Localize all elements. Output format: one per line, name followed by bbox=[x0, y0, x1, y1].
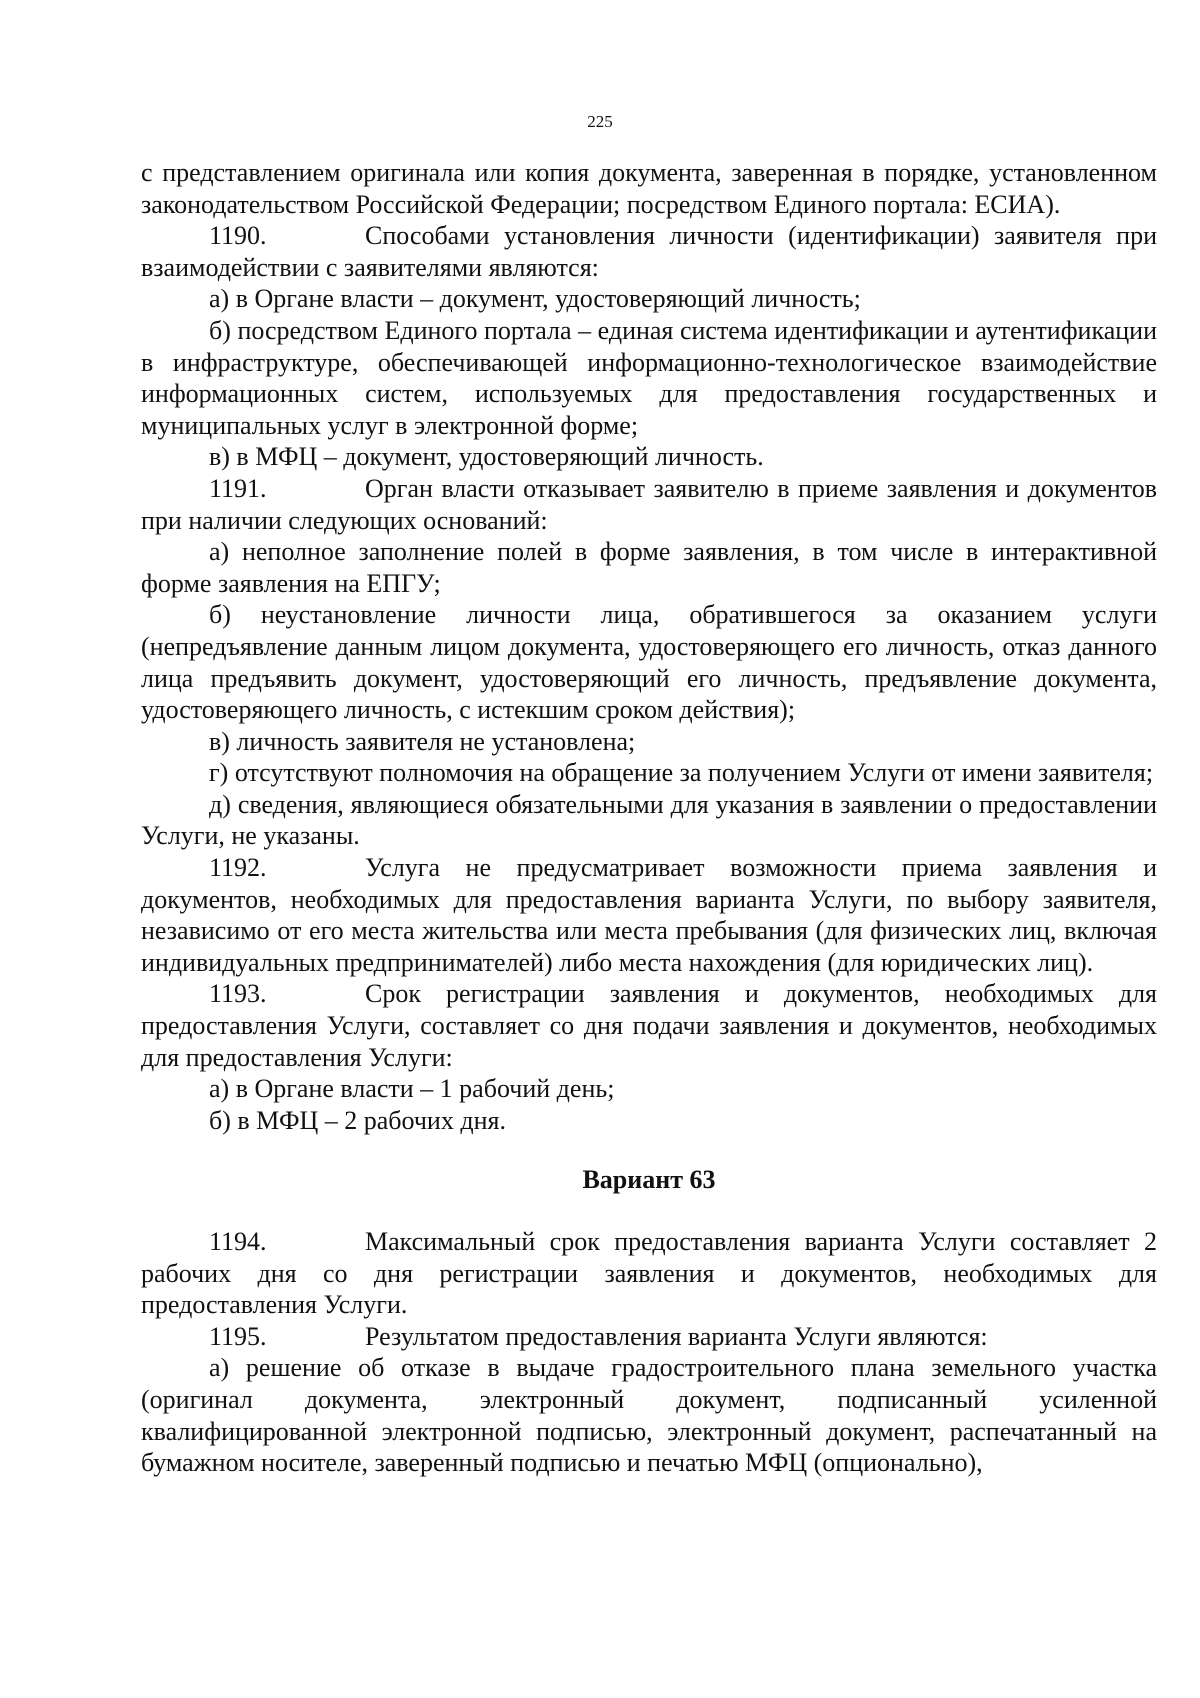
paragraph bbox=[141, 220, 1157, 283]
paragraphs-after bbox=[141, 1226, 1157, 1479]
section-heading: Вариант 63 bbox=[582, 1165, 716, 1195]
paragraph-text: г) отсутствуют полномочия на обращение за получением Услуги от имени заявителя; bbox=[209, 758, 1154, 788]
paragraph bbox=[141, 315, 1157, 441]
document-body bbox=[141, 157, 1157, 1479]
paragraph-text: Максимальный срок предоставления варианта Услуги составляет 2 рабочих дня со дня регистрации заявления и документов, необходимых для предоставления Услуги. bbox=[141, 1227, 1157, 1320]
paragraph-text: а) в Органе власти – 1 рабочий день; bbox=[209, 1074, 615, 1104]
paragraphs-before bbox=[141, 157, 1157, 1136]
paragraph bbox=[141, 726, 1157, 758]
paragraph bbox=[141, 1352, 1157, 1478]
paragraph-text: б) неустановление личности лица, обратившегося за оказанием услуги (непредъявление данным лицом документа, удостоверяющего его личность, отказ данного лица предъявить документ, удостоверяющий его личность, предъявление документа, удостоверяющего личность, с истекшим сроком действия); bbox=[141, 600, 1157, 725]
paragraph-text: Срок регистрации заявления и документов, необходимых для предоставления Услуги, составляет со дня подачи заявления и документов, необходимых для предоставления Услуги: bbox=[141, 979, 1157, 1072]
paragraph bbox=[141, 1226, 1157, 1321]
paragraph-number: 1192. bbox=[209, 853, 267, 883]
paragraph-number: 1191. bbox=[209, 473, 267, 503]
paragraph-text: в) личность заявителя не установлена; bbox=[209, 726, 636, 756]
paragraph-text: с представлением оригинала или копия документа, заверенная в порядке, установленном законодательством Российской Федерации; посредством Единого портала: ЕСИА). bbox=[141, 158, 1157, 219]
paragraph bbox=[141, 757, 1157, 789]
paragraph-text: б) посредством Единого портала – единая система идентификации и аутентификации в инфраструктуре, обеспечивающей информационно-технологическое взаимодействие информационных систем, используемых для предоставления государственных и муниципальных услуг в электронной форме; bbox=[141, 315, 1157, 440]
paragraph bbox=[141, 283, 1157, 315]
paragraph-text: б) в МФЦ – 2 рабочих дня. bbox=[209, 1105, 506, 1135]
paragraph bbox=[141, 789, 1157, 852]
paragraph bbox=[141, 1105, 1157, 1137]
paragraph-text: д) сведения, являющиеся обязательными для указания в заявлении о предоставлении Услуги, не указаны. bbox=[141, 789, 1157, 851]
paragraph-text: Орган власти отказывает заявителю в приеме заявления и документов при наличии следующих оснований: bbox=[141, 473, 1157, 535]
paragraph-text: а) в Органе власти – документ, удостоверяющий личность; bbox=[209, 284, 861, 314]
paragraph bbox=[141, 157, 1157, 220]
page-number: 225 bbox=[587, 112, 613, 131]
paragraph-number: 1193. bbox=[209, 979, 267, 1009]
paragraph-text: Результатом предоставления варианта Услуги являются: bbox=[365, 1321, 988, 1351]
paragraph-text: Способами установления личности (идентификации) заявителя при взаимодействии с заявителями являются: bbox=[141, 221, 1157, 282]
paragraph bbox=[141, 978, 1157, 1073]
paragraph-text: а) решение об отказе в выдаче градостроительного плана земельного участка (оригинал документа, электронный документ, подписанный усиленной квалифицированной электронной подписью, электронный документ, распечатанный на бумажном носителе, заверенный подписью и печатью МФЦ (опционально), bbox=[141, 1353, 1157, 1478]
paragraph bbox=[141, 536, 1157, 599]
paragraph bbox=[141, 1073, 1157, 1105]
paragraph-text: а) неполное заполнение полей в форме заявления, в том числе в интерактивной форме заявления на ЕПГУ; bbox=[141, 537, 1157, 598]
paragraph-text: Услуга не предусматривает возможности приема заявления и документов, необходимых для предоставления варианта Услуги, по выбору заявителя, независимо от его места жительства или места пребывания (для физических лиц, включая индивидуальных предпринимателей) либо места нахождения (для юридических лиц). bbox=[141, 853, 1157, 977]
paragraph-number: 1190. bbox=[209, 221, 267, 251]
paragraph-text: в) в МФЦ – документ, удостоверяющий личность. bbox=[209, 442, 764, 472]
paragraph bbox=[141, 441, 1157, 473]
paragraph bbox=[141, 473, 1157, 536]
paragraph bbox=[141, 1321, 1157, 1353]
paragraph bbox=[141, 852, 1157, 978]
paragraph-number: 1194. bbox=[209, 1227, 267, 1256]
paragraph bbox=[141, 599, 1157, 725]
paragraph-number: 1195. bbox=[209, 1321, 267, 1351]
